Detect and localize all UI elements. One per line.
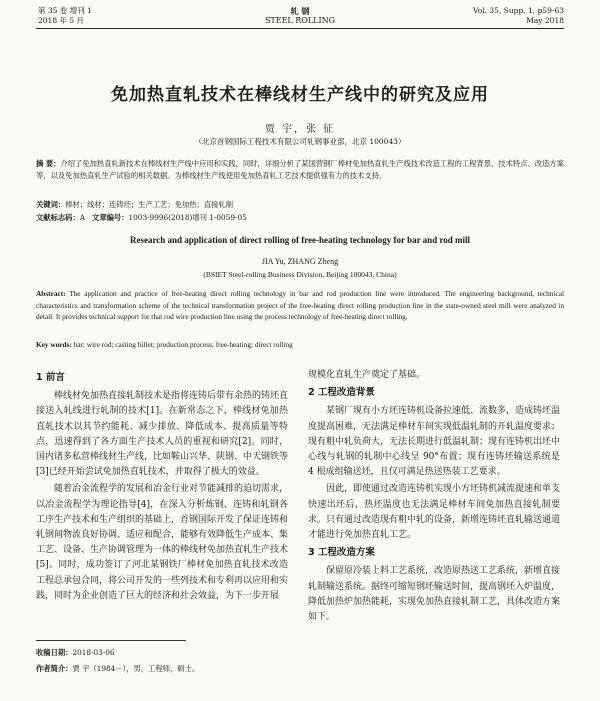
doc-code-label: 文献标志码： [36, 213, 80, 222]
authors-cn: 贾 宇，张 征 [264, 124, 336, 135]
body-column-right [308, 368, 560, 627]
issue-date-en: May 2018 [526, 16, 564, 25]
abstract-en-label: Abstract: [36, 289, 66, 298]
scheme-paragraph-1: 保留原冷装上料工艺系统，改造原热送工艺系统，新增直接轧制输送系统。据终可缩短钢坯输送时间，提高钢坯入炉温度，降低加热炉加热能耗，实现免加热直接轧制工艺，具体改造方案如下。 [308, 566, 561, 623]
keywords-en-label: Key words: [36, 340, 72, 349]
intro-paragraph-1: 棒线材免加热直接轧制技术是指将连铸后带有余热的铸坯直接送入轧线进行轧制的技术[1]。在新常态之下，棒线材免加热直轧技术以其节约能耗、减少排放、降低成本、提高质量等特点，迅速得到了各方面生产技术人员的重视和研究[2]。同时，国内诸多私营棒线材生产线，比如鞍山兴华、陕钢、中天钢铁等[3]已经开始尝试免加热直轧技术，并取得了极大的效益。 [36, 391, 289, 478]
background-paragraph-2: 因此，即使通过改造连铸机实现小方坯铸机减流提速和单支快速出坯后，热坯温度也无法满足棒材车间免加热直接轧制要求。只有通过改造现有粗中轧的设备，新增连铸坯直轧输送通道才能进行免加热直轧工艺。 [308, 484, 561, 541]
author-bio: 贾 宇（1984－），男，工程师，硕士。 [72, 664, 200, 673]
issue-date-cn: 2018 年 5 月 [38, 16, 85, 25]
journal-name-cn: 轧 钢 [290, 6, 310, 16]
keywords-cn [36, 200, 564, 210]
footnote-author [36, 664, 199, 674]
affiliation-en: (BSIET Steel-rolling Business Division, Beijing 100043, China) [203, 270, 397, 279]
affiliation-cn: （北京首钢国际工程技术有限公司轧钢事业部，北京 100043） [194, 137, 406, 146]
abstract-en-text: The application and practice of free-heating direct rolling technology in bar and rod production line were introduced. The engineering background, technical characteristics and transformation scheme of the technical transformation project of the free-heating direct rolling production line in the state-owned steel mill were analyzed in detail. It provides technical support for that rod wire production line using the process technology of free-heating direct rolling. [36, 289, 564, 321]
keywords-en-text: bar; wire rod; casting billet; production process; free-heating; direct rolling [73, 340, 293, 349]
paper-title-en: Research and application of direct rolling of free-heating technology for bar and rod mill [129, 235, 471, 245]
journal-name-en: STEEL ROLLING [264, 16, 336, 25]
abstract-cn-label: 摘 要： [36, 159, 61, 168]
section-heading-intro: 1 前言 [36, 372, 65, 383]
header-rule [36, 28, 564, 29]
intro-paragraph-2: 随着冶金流程学的发展和冶金行业对节能减排的迫切需求，以冶金流程学为理论指导[4]，在深入分析炼钢、连铸和轧钢各工序生产技术和生产组织的基础上，首钢国际开发了保证连铸和轧钢间物流良好协调、适应和配合，能够有效降低生产成本、集工艺、设备、生产协调管理为一体的棒线材免加热直轧生产技术[5]。同时，成功签订了河北某钢铁厂棒材免加热直轧技术改造工程总承包合同，将公司开发的一些列技术和专利再以应用和实践，同时为企业创造了巨大的经济和社会效益，为下一步开展 [36, 484, 289, 601]
paper-title-cn: 免加热直轧技术在棒线材生产线中的研究及应用 [111, 85, 489, 105]
intro-paragraph-continued: 规模化直轧生产奠定了基础。 [308, 370, 426, 380]
background-paragraph-1: 某钢厂现有小方坯连铸机设备拉速低、流数多，造成铸坯温度提高困难，无法满足棒材车间实现低温轧制的开轧温度要求；现有粗中轧负荷大，无法长期进行低温轧制；现有连铸机出坯中心线与轧钢的轧制中心线呈 90°布置；现有连铸坯输送系统是 4 根成组输送坯，且仅可满足热送热装工艺要求。 [308, 406, 561, 478]
section-heading-background: 2 工程改造背景 [308, 387, 375, 399]
received-label: 收稿日期： [36, 648, 73, 657]
article-no-value: 1003-9996(2018)增刊 1-0059-05 [128, 213, 247, 222]
doc-code-value: A [79, 213, 86, 222]
section-heading-scheme: 3 工程改造方案 [308, 547, 375, 559]
abstract-cn [36, 158, 564, 181]
keywords-cn-label: 关键词： [36, 200, 66, 209]
authors-en: JIA Yu, ZHANG Zheng [261, 257, 339, 266]
author-bio-label: 作者简介： [36, 664, 73, 673]
journal-citation [473, 6, 564, 26]
article-no-label: 文章编号： [92, 213, 129, 222]
keywords-en [36, 340, 564, 349]
received-date: 2018-03-06 [72, 648, 115, 657]
footnote-rule [36, 640, 186, 641]
abstract-cn-text: 介绍了免加热直轧新技术在棒线材生产线中应用和实践，同时，详细分析了某国营钢厂棒材免加热直轧生产线技术改造工程的工程背景、技术特点、改造方案等，以及免加热直轧生产试验的相关数据。为棒线材生产线使用免加热直轧工艺技术提供强有力的技术支持。 [36, 159, 564, 180]
body-column-left [36, 368, 288, 606]
footnote-received [36, 648, 115, 658]
classification-cn [36, 213, 564, 223]
volume-issue: 第 35 卷 增刊 1 [38, 6, 92, 15]
volume-pages: Vol. 35, Supp. 1, p59-63 [472, 6, 564, 15]
keywords-cn-text: 棒材；线材；连铸坯；生产工艺；免加热；直接轧制 [65, 200, 234, 209]
abstract-en [36, 288, 564, 323]
